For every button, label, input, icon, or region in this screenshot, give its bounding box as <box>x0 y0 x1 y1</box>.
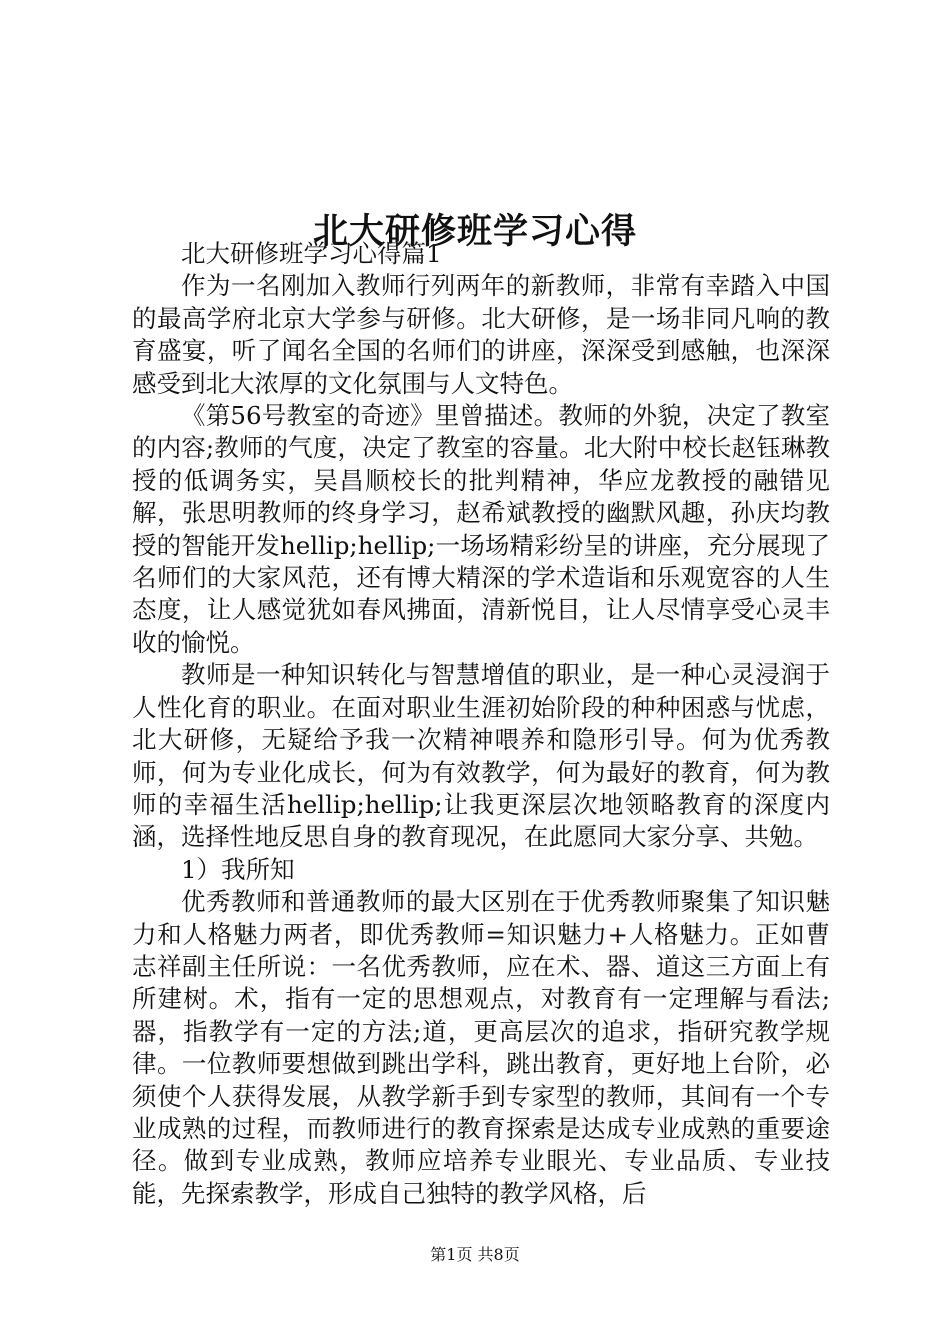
document-title: 北大研修班学习心得 <box>312 211 637 253</box>
document-body <box>132 238 830 1210</box>
page-footer <box>0 1245 950 1265</box>
paragraph: 《第56号教室的奇迹》里曾描述。教师的外貌，决定了教室的内容;教师的气度，决定了教室的容量。北大附中校长赵钰琳教授的低调务实，吴昌顺校长的批判精神，华应龙教授的融错见解，张思明教师的终身学习，赵希斌教授的幽默风趣，孙庆均教授的智能开发hellip;hellip;一场场精彩纷呈的讲座，充分展现了名师们的大家风范，还有博大精深的学术造诣和乐观宽容的人生态度，让人感觉犹如春风拂面，清新悦目，让人尽情享受心灵丰收的愉悦。 <box>132 401 830 657</box>
section-heading: 北大研修班学习心得篇1 <box>181 239 442 268</box>
paragraph: 优秀教师和普通教师的最大区别在于优秀教师聚集了知识魅力和人格魅力两者，即优秀教师=知识魅力+人格魅力。正如曹志祥副主任所说：一名优秀教师，应在术、器、道这三方面上有所建树。术，指有一定的思想观点，对教育有一定理解与看法;器，指教学有一定的方法;道，更高层次的追求，指研究教学规律。一位教师要想做到跳出学科，跳出教育，更好地上台阶，必须使个人获得发展，从教学新手到专家型的教师，其间有一个专业成熟的过程，而教师进行的教育探索是达成专业成熟的重要途径。做到专业成熟，教师应培养专业眼光、专业品质、专业技能，先探索教学，形成自己独特的教学风格，后 <box>132 887 830 1208</box>
paragraph: 教师是一种知识转化与智慧增值的职业，是一种心灵浸润于人性化育的职业。在面对职业生涯初始阶段的种种困惑与忧虑，北大研修，无疑给予我一次精神喂养和隐形引导。何为优秀教师，何为专业化成长，何为有效教学，何为最好的教育，何为教师的幸福生活hellip;hellip;让我更深层次地领略教育的深度内涵，选择性地反思自身的教育现况，在此愿同大家分享、共勉。 <box>132 660 830 852</box>
page-number: 第1页 共8页 <box>430 1245 520 1264</box>
subsection-heading: 1）我所知 <box>181 854 295 884</box>
paragraph: 作为一名刚加入教师行列两年的新教师，非常有幸踏入中国的最高学府北京大学参与研修。北大研修，是一场非同凡响的教育盛宴，听了闻名全国的名师们的讲座，深深受到感触，也深深感受到北大浓厚的文化氛围与人文特色。 <box>132 271 830 398</box>
